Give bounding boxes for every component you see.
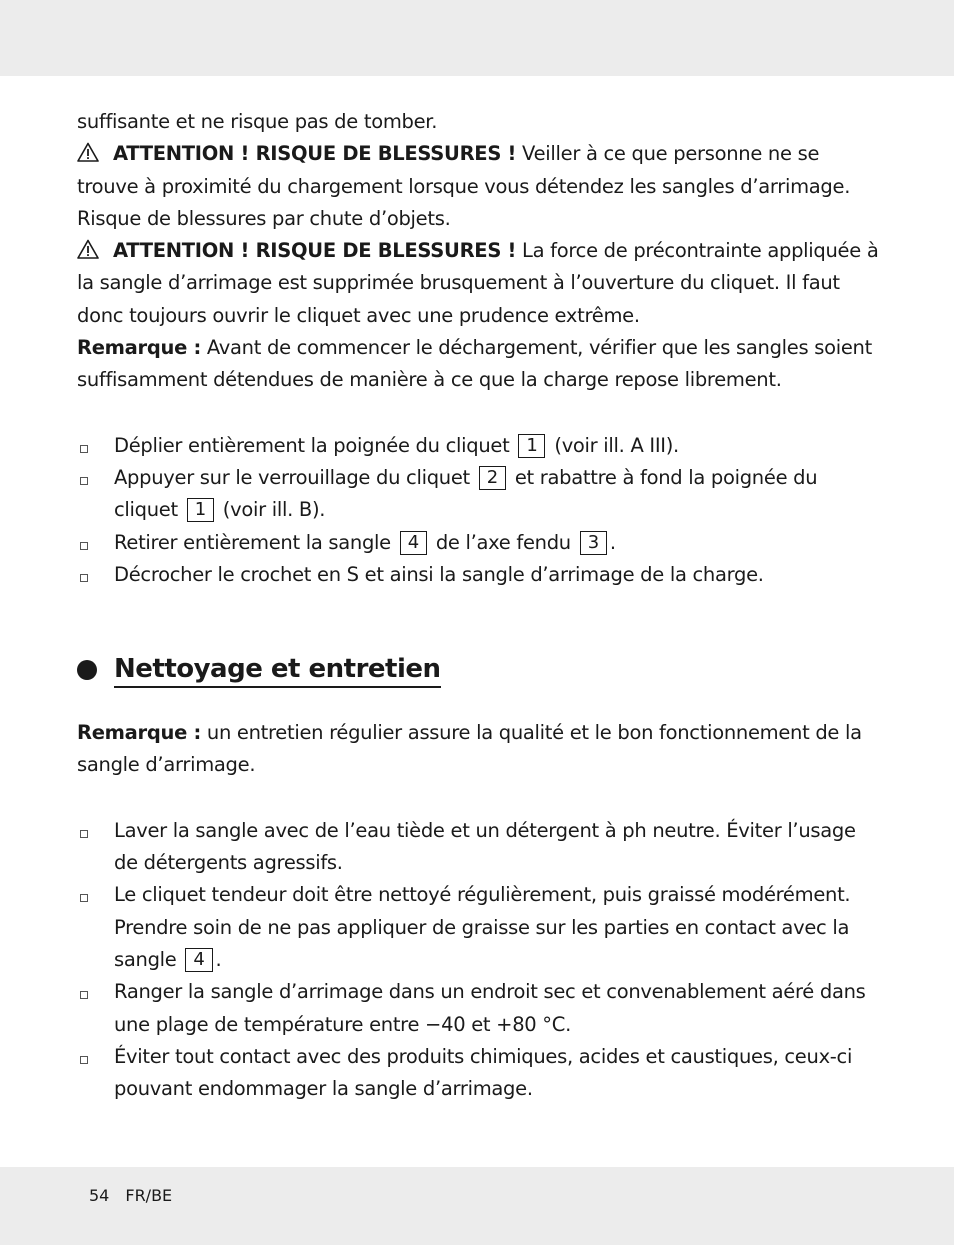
checkbox-bullet-icon bbox=[80, 574, 88, 582]
page-footer bbox=[89, 1186, 188, 1205]
warning-label: ATTENTION ! RISQUE DE BLESSURES ! bbox=[113, 142, 517, 166]
list-item bbox=[77, 976, 883, 1041]
step-text: Laver la sangle avec de l’eau tiède et un détergent à ph neutre. Éviter l’usage de détergents agressifs. bbox=[114, 818, 856, 875]
step-text: . bbox=[215, 947, 222, 971]
locale-label: FR/BE bbox=[125, 1186, 173, 1205]
section-bullet-icon bbox=[77, 660, 97, 680]
intro-text: suffisante et ne risque pas de tomber. bbox=[77, 110, 438, 133]
checkbox-bullet-icon bbox=[80, 1056, 88, 1064]
step-text: Ranger la sangle d’arrimage dans un endroit sec et convenablement aéré dans une plage de température entre −40 et +80 °C. bbox=[114, 980, 866, 1036]
part-reference: 1 bbox=[187, 498, 214, 522]
top-band bbox=[0, 0, 954, 76]
bottom-band bbox=[0, 1167, 954, 1245]
warning-label: ATTENTION ! RISQUE DE BLESSURES ! bbox=[113, 239, 517, 263]
checkbox-bullet-icon bbox=[80, 445, 88, 453]
step-text: Décrocher le crochet en S et ainsi la sangle d’arrimage de la charge. bbox=[114, 562, 764, 586]
warning-text: Veiller à ce que personne ne se trouve à proximité du chargement lorsque vous détendez les sangles d’arrimage. Risque de blessures par chute d’objets. bbox=[77, 142, 851, 230]
list-item bbox=[77, 879, 883, 976]
step-text: (voir ill. B). bbox=[216, 498, 326, 522]
checkbox-bullet-icon bbox=[80, 991, 88, 999]
list-item bbox=[77, 559, 883, 591]
page-number: 54 bbox=[89, 1186, 110, 1205]
checkbox-bullet-icon bbox=[80, 542, 88, 550]
note-text: Avant de commencer le déchargement, vérifier que les sangles soient suffisamment détendues de manière à ce que la charge repose librement. bbox=[77, 336, 872, 392]
part-reference: 1 bbox=[518, 434, 545, 458]
checkbox-bullet-icon bbox=[80, 477, 88, 485]
warning-text: La force de précontrainte appliquée à la sangle d’arrimage est supprimée brusquement à l’ouverture du cliquet. Il faut donc toujours ouvrir le cliquet avec une prudence extrême. bbox=[77, 239, 879, 327]
section-title: Nettoyage et entretien bbox=[114, 654, 441, 688]
list-item bbox=[77, 527, 883, 559]
warning-paragraph bbox=[77, 138, 883, 235]
step-text: Le cliquet tendeur doit être nettoyé régulièrement, puis graissé modérément. Prendre soin de ne pas appliquer de graisse sur les parties en contact avec la sangle bbox=[114, 883, 851, 971]
list-item bbox=[77, 815, 883, 880]
step-text: de l’axe fendu bbox=[429, 530, 577, 554]
page-content bbox=[77, 106, 883, 1105]
step-text: . bbox=[609, 530, 616, 554]
unloading-steps-list bbox=[77, 430, 883, 591]
note-label: Remarque : bbox=[77, 336, 201, 360]
step-text: Déplier entièrement la poignée du cliquet bbox=[114, 433, 516, 457]
part-reference: 4 bbox=[185, 948, 212, 972]
note-text: un entretien régulier assure la qualité et le bon fonctionnement de la sangle d’arrimage. bbox=[77, 721, 862, 777]
list-item bbox=[77, 462, 883, 527]
step-text: (voir ill. A III). bbox=[548, 433, 679, 457]
checkbox-bullet-icon bbox=[80, 830, 88, 838]
warning-triangle-icon bbox=[77, 142, 99, 162]
list-item bbox=[77, 430, 883, 462]
step-text: Appuyer sur le verrouillage du cliquet bbox=[114, 465, 476, 489]
checkbox-bullet-icon bbox=[80, 894, 88, 902]
part-reference: 2 bbox=[479, 466, 506, 490]
step-text: Éviter tout contact avec des produits chimiques, acides et caustiques, ceux-ci pouvant endommager la sangle d’arrimage. bbox=[114, 1044, 853, 1101]
warning-triangle-icon bbox=[77, 239, 99, 259]
part-reference: 3 bbox=[580, 531, 607, 555]
part-reference: 4 bbox=[400, 531, 427, 555]
warning-paragraph bbox=[77, 235, 883, 332]
note-paragraph bbox=[77, 717, 883, 782]
note-paragraph bbox=[77, 332, 883, 397]
step-text: Retirer entièrement la sangle bbox=[114, 530, 397, 554]
step-text: et rabattre à fond la poignée du cliquet bbox=[114, 465, 818, 522]
section-heading bbox=[77, 651, 883, 691]
list-item bbox=[77, 1041, 883, 1106]
maintenance-steps-list bbox=[77, 815, 883, 1106]
note-label: Remarque : bbox=[77, 721, 201, 745]
